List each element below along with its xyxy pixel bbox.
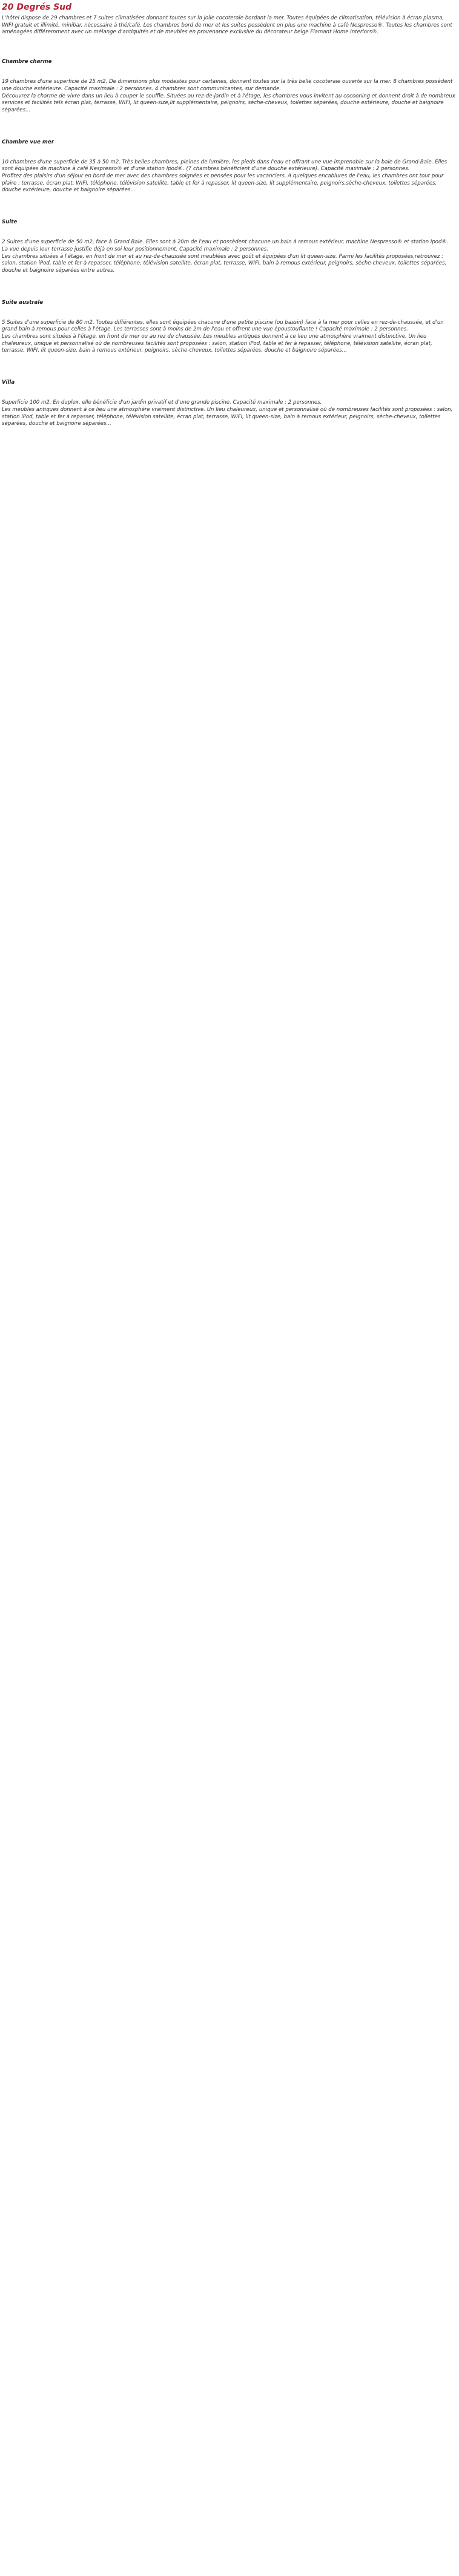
page-title: 20 Degrés Sud [2,2,72,12]
intro-paragraph: L'hôtel dispose de 29 chambres et 7 suites climatisées donnant toutes sur la jolie cocoteraie bordant la mer. Toutes équipées de climatisation, télévision à écran plasma, WIFI gratuit et illimité, minibar, nécessaire à thé/café. Les chambres bord de mer et les suites possèdent en plus une machine à café Nespresso®. Toutes les chambres sont aménagées différemment avec un mélange d'antiquités et de meubles en provenance exclusive du décorateur belge Flamant Home Interiors®. [2,15,452,36]
section-suite-australe [2,299,455,355]
section-heading: Chambre charme [2,59,52,65]
section-chambre-vue-mer [2,139,455,195]
page [0,0,459,442]
section-body: 19 chambres d'une superficie de 25 m2. De dimensions plus modestes pour certaines, donnant toutes sur la très belle cocoteraie ouverte sur la mer. 8 chambres possèdent une douche extérieure. Capacité maximale : 2 personnes. 4 chambres sont communicantes, sur demande. Découvrez la charme de vivre dans un lieu à couper le souffle. Situées au rez-de-jardin et à l'étage, les chambres vous invitent au cocooning et donnent droit à de nombreux services et facilités tels écran plat, terrasse, WIFI, lit queen-size,lit supplémentaire, peignoirs, sèche-cheveux, toilettes séparées, douche extérieure, douche et baignoire séparées... [2,79,455,113]
section-villa [2,379,455,428]
section-chambre-charme [2,58,455,114]
section-body: Superficie 100 m2. En duplex, elle bénéficie d'un jardin privatif et d'une grande piscine. Capacité maximale : 2 personnes. Les meubles antiques donnent à ce lieu une atmosphère vraiment distinctive. Un lieu chaleureux, unique et personnalisé où de nombreuses facilités sont proposées : salon, station iPod, table et fer à repasser, téléphone, télévision satellite, écran plat, terrasse, WIFI, lit queen-size, bain à remous extérieur, peignoirs, sèche-cheveux, toilettes séparées, douche et baignoire séparées... [2,399,453,427]
section-body: 10 chambres d'une superficie de 35 à 50 m2. Très belles chambres, pleines de lumière, les pieds dans l'eau et offrant une vue imprenable sur la baie de Grand-Baie. Elles sont équipées de machine à café Nespresso® et d'une station Ipod®. (7 chambres bénéficient d'une douche extérieure). Capacité maximale : 2 personnes. Profitez des plaisirs d'un séjour en bord de mer avec des chambres soignées et pensées pour les vacanciers. A quelques encablures de l'eau, les chambres ont tout pour plaire : terrasse, écran plat, WIFI, téléphone, télévision satellite, table et fer à repasser, lit queen-size, lit supplémentaire, peignoirs,sèche-cheveux, toilettes séparées, douche extérieure, douche et baignoire séparées... [2,159,447,194]
section-heading: Chambre vue mer [2,139,54,145]
section-body: 5 Suites d'une superficie de 80 m2. Toutes différentes, elles sont équipées chacune d'une petite piscine (ou bassin) face à la mer pour celles en rez-de-chaussée, et d'un grand bain à remous pour celles à l'étage. Les terrasses sont à moins de 2m de l'eau et offrent une vue époustouflante ! Capacité maximale : 2 personnes. Les chambres sont situées à l'étage, en front de mer ou au rez de chaussée. Les meubles antiques donnent à ce lieu une atmosphère vraiment distinctive. Un lieu chaleureux, unique et personnalisé où de nombreuses facilités sont proposées : salon, station iPod, table et fer à repasser, téléphone, télévision satellite, écran plat, terrasse, WIFI, lit queen-size, bain à remous extérieur, peignoirs, sèche-cheveux, toilettes séparées, douche et baignoire séparées... [2,319,444,354]
section-suite [2,218,455,275]
section-body: 2 Suites d'une superficie de 50 m2, face à Grand Baie. Elles sont à 20m de l'eau et possèdent chacune un bain à remous extérieur, machine Nespresso® et station Ipod®. La vue depuis leur terrasse justifie déjà en soi leur positionnement. Capacité maximale : 2 personnes. Les chambres situées à l'étage, en front de mer et au rez-de-chaussée sont meublées avec goût et équipées d'un lit queen-size. Parmi les facilités proposées,retrouvez : salon, station iPod, table et fer à repasser, téléphone, télévision satellite, écran plat, terrasse, WIFI, bain à remous extérieur, peignoirs, sèche-cheveux, toilettes séparées, douche et baignoire séparées entre autres. [2,239,449,274]
section-heading: Suite [2,219,18,226]
section-heading: Villa [2,380,15,386]
section-heading: Suite australe [2,299,44,306]
